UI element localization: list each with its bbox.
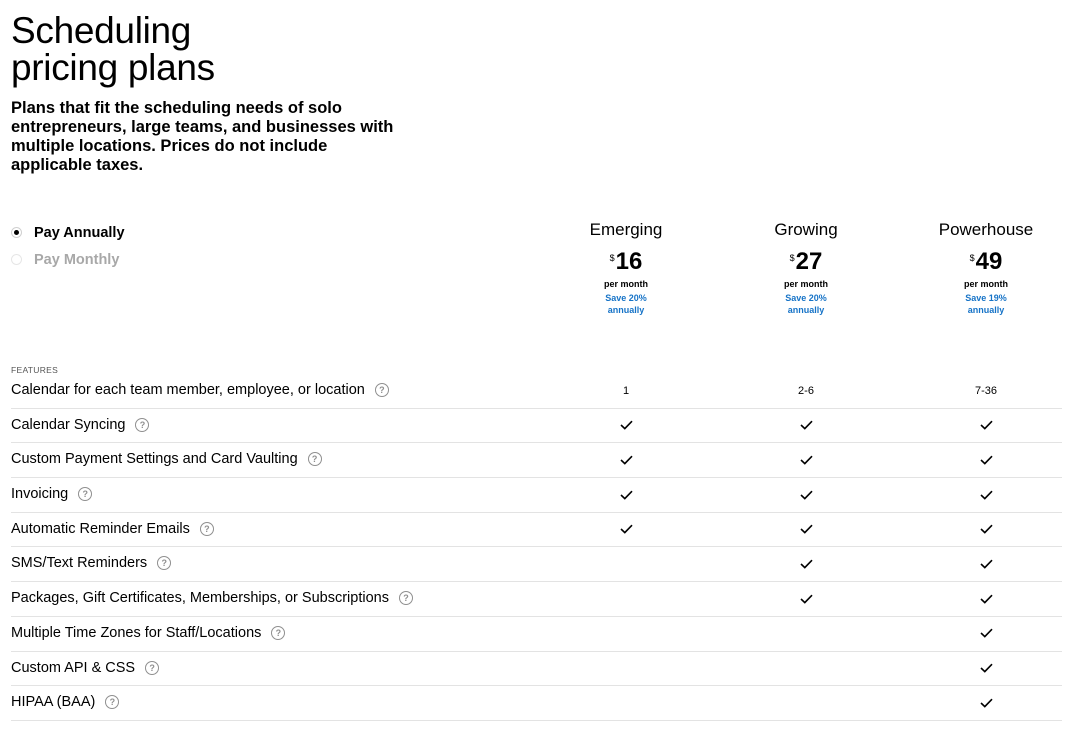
feature-label: Calendar for each team member, employee, or location — [11, 382, 365, 398]
question-circle-icon[interactable]: ? — [308, 452, 322, 466]
pay-monthly-option[interactable] — [11, 246, 125, 273]
feature-label: Custom API & CSS — [11, 659, 136, 676]
feature-name — [11, 416, 149, 434]
feature-label: Packages, Gift Certificates, Memberships, or Subscriptions — [11, 590, 389, 607]
checkmark-icon — [980, 663, 993, 673]
savings-line-2: annually — [607, 305, 645, 315]
feature-cell — [911, 617, 1061, 650]
feature-cell — [551, 443, 701, 476]
checkmark-icon — [980, 524, 993, 534]
checkmark-icon — [620, 455, 633, 465]
savings-line-1: Save 20% — [785, 293, 827, 303]
radio-unselected-icon[interactable] — [11, 254, 22, 265]
question-circle-icon[interactable]: ? — [399, 591, 413, 605]
feature-row — [11, 686, 1062, 721]
question-circle-icon[interactable]: ? — [375, 383, 389, 397]
question-circle-icon[interactable]: ? — [145, 661, 159, 675]
feature-cell — [731, 409, 881, 442]
feature-name — [11, 450, 322, 468]
plan-price — [551, 250, 701, 274]
feature-row — [11, 409, 1062, 444]
checkmark-icon — [980, 698, 993, 708]
currency-symbol: $ — [969, 253, 975, 263]
feature-name — [11, 693, 119, 711]
feature-cell — [551, 617, 701, 650]
feature-cell — [551, 513, 701, 546]
feature-row — [11, 547, 1062, 582]
feature-name — [11, 554, 171, 572]
pay-monthly-label: Pay Monthly — [34, 251, 120, 268]
question-circle-icon[interactable]: ? — [157, 556, 171, 570]
feature-cell: 7-36 — [974, 384, 998, 397]
feature-row — [11, 374, 1062, 409]
feature-cell: 1 — [622, 384, 630, 397]
radio-selected-icon[interactable] — [11, 227, 22, 238]
checkmark-icon — [620, 490, 633, 500]
page-subtitle: Plans that fit the scheduling needs of solo entrepreneurs, large teams, and businesses with multiple locations. Prices do not include applicable taxes. — [11, 99, 394, 174]
plan-growing — [731, 220, 881, 316]
feature-cell — [911, 686, 1061, 719]
feature-cell — [911, 513, 1061, 546]
feature-cell — [731, 478, 881, 511]
feature-cell — [551, 582, 701, 615]
checkmark-icon — [800, 420, 813, 430]
feature-cell — [911, 652, 1061, 685]
feature-cell — [551, 478, 701, 511]
checkmark-icon — [620, 420, 633, 430]
feature-name — [11, 381, 389, 399]
checkmark-icon — [980, 490, 993, 500]
checkmark-icon — [620, 524, 633, 534]
plan-name: Emerging — [589, 220, 663, 239]
currency-symbol: $ — [789, 253, 795, 263]
billing-toggle — [11, 219, 125, 273]
title-line-2: pricing plans — [11, 47, 215, 88]
savings-note — [731, 292, 881, 316]
price-amount: 49 — [975, 248, 1003, 275]
checkmark-icon — [980, 594, 993, 604]
feature-cell — [551, 409, 701, 442]
feature-cell — [731, 547, 881, 580]
feature-name — [11, 659, 159, 677]
features-heading: FEATURES — [11, 365, 59, 375]
savings-line-1: Save 20% — [605, 293, 647, 303]
feature-table — [11, 374, 1062, 721]
price-period: per month — [604, 279, 648, 289]
feature-row — [11, 582, 1062, 617]
feature-label: HIPAA (BAA) — [11, 694, 96, 711]
checkmark-icon — [980, 628, 993, 638]
currency-symbol: $ — [609, 253, 615, 263]
savings-line-1: Save 19% — [965, 293, 1007, 303]
checkmark-icon — [980, 455, 993, 465]
checkmark-icon — [800, 490, 813, 500]
savings-line-2: annually — [787, 305, 825, 315]
feature-cell — [911, 409, 1061, 442]
price-amount: 16 — [615, 248, 643, 275]
savings-note — [911, 292, 1061, 316]
feature-row — [11, 443, 1062, 478]
plan-emerging — [551, 220, 701, 316]
feature-cell — [911, 582, 1061, 615]
feature-name — [11, 589, 413, 607]
feature-cell — [731, 513, 881, 546]
feature-name — [11, 485, 92, 503]
plan-name: Growing — [774, 220, 838, 239]
feature-label: Custom Payment Settings and Card Vaulting — [11, 451, 298, 468]
feature-cell — [551, 652, 701, 685]
feature-cell — [911, 478, 1061, 511]
feature-label: Calendar Syncing — [11, 416, 126, 433]
checkmark-icon — [980, 559, 993, 569]
feature-name — [11, 520, 214, 538]
feature-cell — [551, 547, 701, 580]
checkmark-icon — [800, 594, 813, 604]
feature-label: Multiple Time Zones for Staff/Locations — [11, 624, 262, 641]
question-circle-icon[interactable]: ? — [271, 626, 285, 640]
feature-row — [11, 513, 1062, 548]
question-circle-icon[interactable]: ? — [78, 487, 92, 501]
feature-row — [11, 478, 1062, 513]
feature-row — [11, 652, 1062, 687]
plan-powerhouse — [911, 220, 1061, 316]
feature-label: Invoicing — [11, 486, 69, 503]
pay-annually-option[interactable] — [11, 219, 125, 246]
feature-name — [11, 624, 285, 642]
question-circle-icon[interactable]: ? — [105, 695, 119, 709]
page-title — [11, 12, 215, 86]
feature-cell — [731, 443, 881, 476]
plan-price — [911, 250, 1061, 274]
feature-label: SMS/Text Reminders — [11, 555, 148, 572]
plan-name: Powerhouse — [938, 220, 1034, 239]
feature-cell — [731, 582, 881, 615]
feature-label: Automatic Reminder Emails — [11, 520, 190, 537]
feature-cell — [731, 686, 881, 719]
question-circle-icon[interactable]: ? — [200, 522, 214, 536]
savings-line-2: annually — [967, 305, 1005, 315]
price-period: per month — [964, 279, 1008, 289]
checkmark-icon — [800, 524, 813, 534]
feature-row — [11, 617, 1062, 652]
question-circle-icon[interactable]: ? — [135, 418, 149, 432]
feature-cell: 2-6 — [798, 384, 814, 397]
savings-note — [551, 292, 701, 316]
checkmark-icon — [800, 559, 813, 569]
plan-price — [731, 250, 881, 274]
feature-cell — [551, 686, 701, 719]
checkmark-icon — [800, 455, 813, 465]
title-line-1: Scheduling — [11, 10, 192, 51]
checkmark-icon — [980, 420, 993, 430]
feature-cell — [731, 652, 881, 685]
feature-cell — [911, 547, 1061, 580]
feature-cell — [911, 443, 1061, 476]
price-period: per month — [784, 279, 828, 289]
pay-annually-label: Pay Annually — [34, 224, 125, 241]
price-amount: 27 — [795, 248, 823, 275]
feature-cell — [731, 617, 881, 650]
